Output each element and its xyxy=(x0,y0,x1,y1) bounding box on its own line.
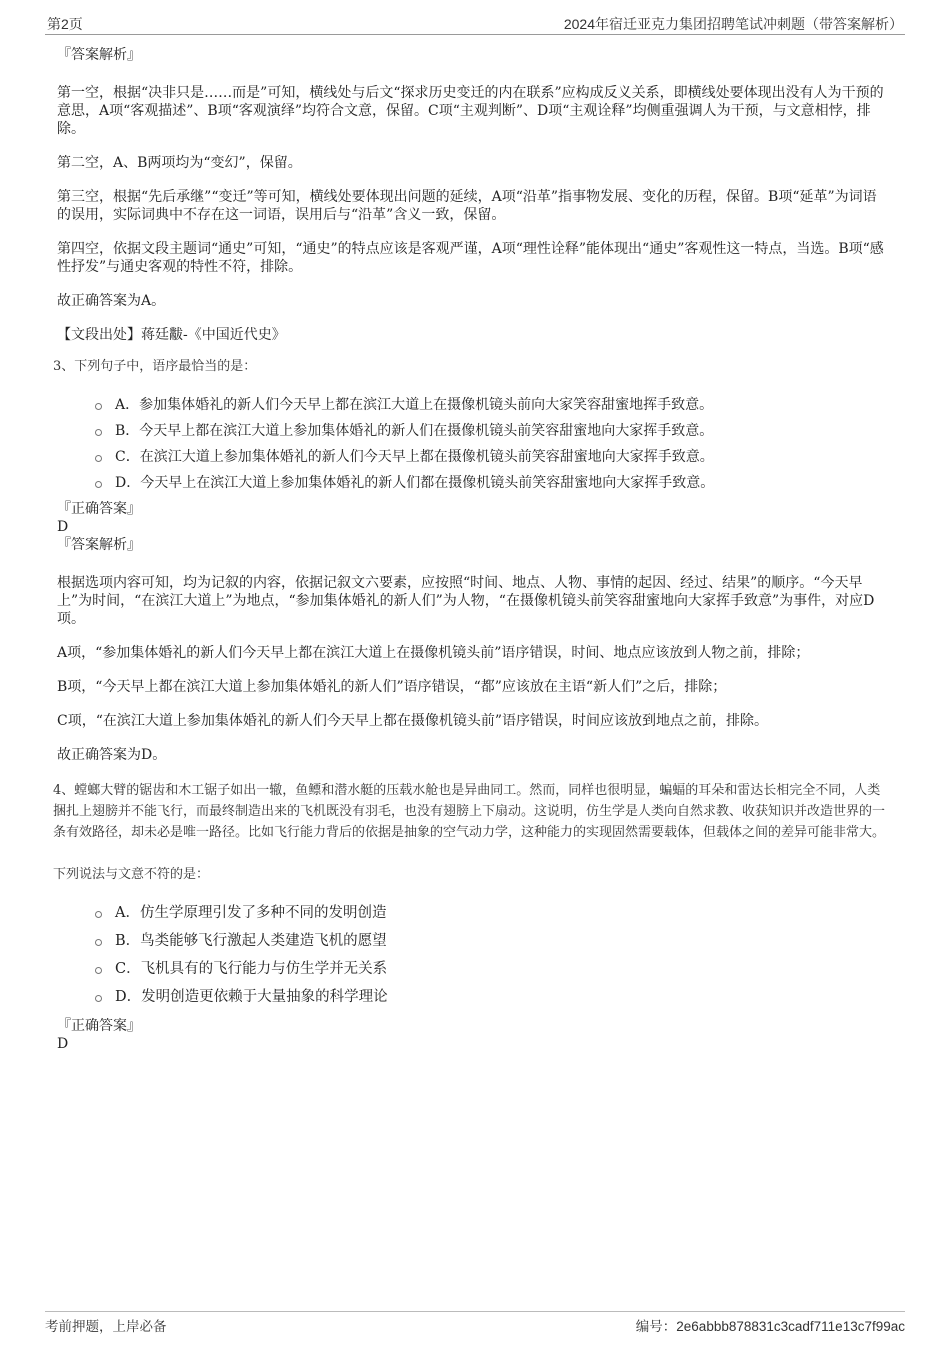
radio-icon[interactable] xyxy=(95,967,102,974)
q3-answer: D xyxy=(57,519,69,535)
q4-option-a[interactable] xyxy=(95,899,887,927)
option-label: D．发明创造更依赖于大量抽象的科学理论 xyxy=(115,989,388,1005)
q3-analysis-tag: 『答案解析』 xyxy=(57,537,141,553)
option-label: D．今天早上在滨江大道上参加集体婚礼的新人们都在摄像机镜头前笑容甜蜜地向大家挥手致意。 xyxy=(115,475,715,491)
option-label: C．在滨江大道上参加集体婚礼的新人们今天早上都在摄像机镜头前笑容甜蜜地向大家挥手致意。 xyxy=(115,449,714,465)
q4-passage: 4、螳螂大臂的锯齿和木工锯子如出一辙，鱼鳔和潜水艇的压载水舱也是异曲同工。然而，同样也很明显，蝙蝠的耳朵和雷达长相完全不同，人类捆扎上翅膀并不能飞行，而最终制造出来的飞机既没有羽毛，也没有翅膀上下扇动。这说明，仿生学是人类向自然求教、收获知识并改造世界的一条有效路径，却未必是唯一路径。比如飞行能力背后的依据是抽象的空气动力学，这种能力的实现固然需要载体，但载体之间的差异可能非常大。 xyxy=(53,783,886,840)
option-label: B．鸟类能够飞行激起人类建造飞机的愿望 xyxy=(115,933,387,949)
q4-option-d[interactable] xyxy=(95,983,887,1011)
q3-option-b[interactable] xyxy=(95,418,887,444)
q3-analysis-paragraph: B项，“今天早上都在滨江大道上参加集体婚礼的新人们”语序错误，“都”应该放在主语“新人们”之后，排除； xyxy=(57,679,727,695)
radio-icon[interactable] xyxy=(95,911,102,918)
q2-analysis-paragraph: 第三空，根据“先后承继”“变迁”等可知，横线处要体现出问题的延续，A项“沿革”指事物发展、变化的历程，保留。B项“延革”为词语的误用，实际词典中不存在这一词语，误用后与“沿革”含义一致，保留。 xyxy=(57,189,877,223)
radio-icon[interactable] xyxy=(95,995,102,1002)
q2-analysis-tag: 『答案解析』 xyxy=(57,47,141,63)
q3-answer-label: 『正确答案』 xyxy=(57,501,141,517)
q2-conclusion: 故正确答案为A。 xyxy=(57,293,166,309)
q4-question: 下列说法与文意不符的是： xyxy=(53,867,210,882)
q3-options xyxy=(95,392,887,496)
document-title: 2024年宿迁亚克力集团招聘笔试冲刺题（带答案解析） xyxy=(563,16,903,32)
q4-option-c[interactable] xyxy=(95,955,887,983)
radio-icon[interactable] xyxy=(95,481,102,488)
q3-analysis-paragraph: C项，“在滨江大道上参加集体婚礼的新人们今天早上都在摄像机镜头前”语序错误，时间应该放到地点之前，排除。 xyxy=(57,713,769,729)
q3-option-d[interactable] xyxy=(95,470,887,496)
q2-analysis-paragraph: 第二空，A、B两项均为“变幻”，保留。 xyxy=(57,155,302,171)
q4-answer: D xyxy=(57,1036,69,1052)
option-label: C．飞机具有的飞行能力与仿生学并无关系 xyxy=(115,961,388,977)
q3-option-c[interactable] xyxy=(95,444,887,470)
q2-analysis-paragraph: 第一空，根据“决非只是……而是”可知，横线处与后文“探求历史变迁的内在联系”应构成反义关系，即横线处要体现出没有人为干预的意思，A项“客观描述”、B项“客观演绎”均符合文意，保留。C项“主观判断”、D项“主观诠释”均侧重强调人为干预，与文意相悖，排除。 xyxy=(57,85,884,137)
q3-analysis-paragraph: 根据选项内容可知，均为记叙的内容，依据记叙文六要素，应按照“时间、地点、人物、事情的起因、经过、结果”的顺序。“今天早上”为时间，“在滨江大道上”为地点，“参加集体婚礼的新人们”为人物，“在摄像机镜头前笑容甜蜜地向大家挥手致意”为事件，对应D项。 xyxy=(57,575,875,627)
q3-question: 3、下列句子中，语序最恰当的是： xyxy=(53,359,257,374)
radio-icon[interactable] xyxy=(95,403,102,410)
radio-icon[interactable] xyxy=(95,455,102,462)
option-label: A．仿生学原理引发了多种不同的发明创造 xyxy=(115,905,387,921)
page-header xyxy=(45,14,905,35)
option-label: B．今天早上都在滨江大道上参加集体婚礼的新人们在摄像机镜头前笑容甜蜜地向大家挥手致意。 xyxy=(115,423,714,439)
q4-options xyxy=(95,899,887,1011)
q2-source: 【文段出处】蒋廷黻-《中国近代史》 xyxy=(57,327,286,343)
document-id: 编号：2e6abbb878831c3cadf711e13c7f99ac xyxy=(635,1319,905,1334)
footer-slogan: 考前押题，上岸必备 xyxy=(45,1319,167,1334)
q2-analysis-paragraph: 第四空，依据文段主题词“通史”可知，“通史”的特点应该是客观严谨，A项“理性诠释”能体现出“通史”客观性这一特点，当选。B项“感性抒发”与通史客观的特性不符，排除。 xyxy=(57,241,884,275)
page-number: 第2页 xyxy=(47,16,83,32)
q3-conclusion: 故正确答案为D。 xyxy=(57,747,167,763)
radio-icon[interactable] xyxy=(95,429,102,436)
q3-analysis-paragraph: A项，“参加集体婚礼的新人们今天早上都在滨江大道上在摄像机镜头前”语序错误，时间、地点应该放到人物之前，排除； xyxy=(57,645,810,661)
q3-option-a[interactable] xyxy=(95,392,887,418)
q4-answer-label: 『正确答案』 xyxy=(57,1018,141,1034)
page-content xyxy=(53,46,887,1053)
page-footer xyxy=(45,1311,905,1334)
option-label: A．参加集体婚礼的新人们今天早上都在滨江大道上在摄像机镜头前向大家笑容甜蜜地挥手致意。 xyxy=(115,397,714,413)
q4-option-b[interactable] xyxy=(95,927,887,955)
radio-icon[interactable] xyxy=(95,939,102,946)
